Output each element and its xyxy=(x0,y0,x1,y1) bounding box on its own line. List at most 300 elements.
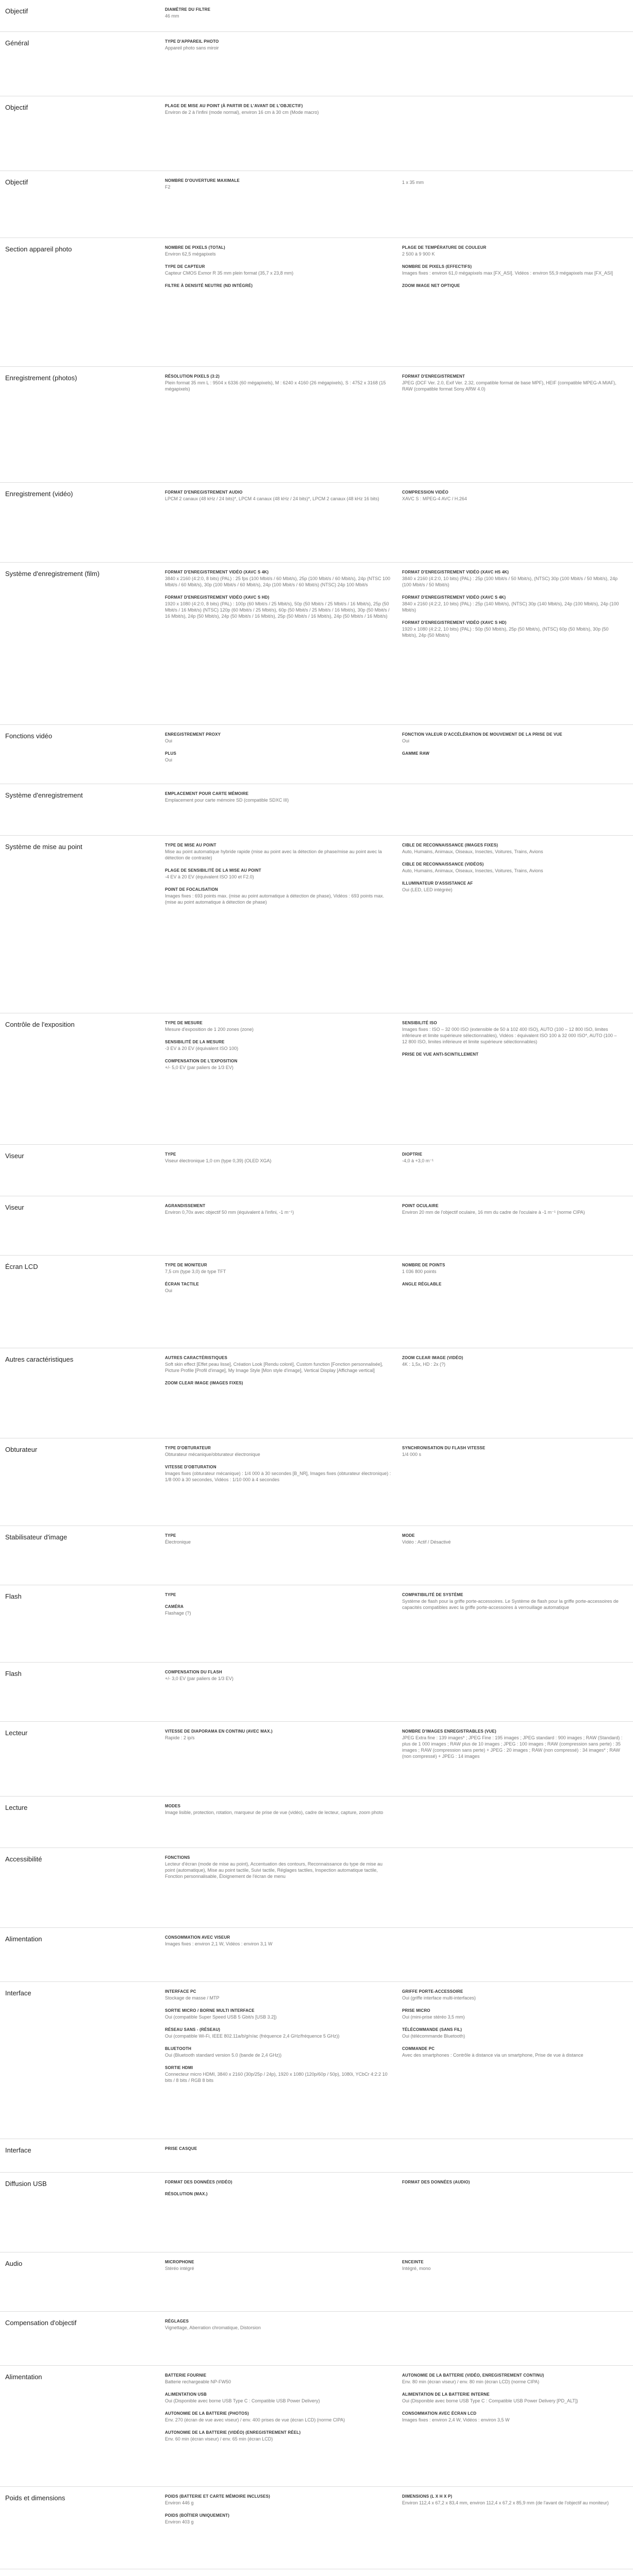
spec-column-left xyxy=(165,32,402,96)
spec-column-left xyxy=(165,96,402,171)
spec-column-right xyxy=(402,1526,633,1585)
section-title: Lecteur xyxy=(5,1729,28,1737)
spec-item xyxy=(165,2027,392,2039)
section-title: Flash xyxy=(5,1670,22,1677)
spec-label: COMPRESSION VIDÉO xyxy=(402,490,448,495)
spec-value: Mise au point automatique hybride rapide (mise au point avec la détection de phase/mise au point avec la détection de contraste) xyxy=(165,849,382,860)
spec-value: Environ de 2 à l'infini (mode normal), environ 16 cm à 30 cm (Mode macro) xyxy=(165,110,319,115)
spec-label: TYPE xyxy=(165,1533,176,1538)
spec-item xyxy=(402,2260,623,2272)
spec-item xyxy=(402,2180,623,2184)
spec-value: Batterie rechargeable NP-FW50 xyxy=(165,2379,231,2384)
spec-item xyxy=(402,1204,623,1215)
spec-value: Oui (compatible Wi-Fi, IEEE 802.11a/b/g/n/ac (fréquence 2,4 GHz/fréquence 5 GHz)) xyxy=(165,2033,340,2039)
spec-label: SORTIE HDMI xyxy=(165,2065,193,2070)
spec-item xyxy=(402,374,623,392)
spec-value: Auto, Humains, Animaux, Oiseaux, Insectes, Voitures, Trains, Avions xyxy=(402,849,543,854)
spec-item xyxy=(165,1204,392,1215)
spec-label: COMPENSATION DE L'EXPOSITION xyxy=(165,1059,238,1063)
spec-label: MODE xyxy=(402,1533,415,1538)
section-title: Lecture xyxy=(5,1804,28,1811)
spec-column-left xyxy=(165,1663,402,1721)
spec-column-left xyxy=(165,1438,402,1526)
spec-section xyxy=(0,1196,633,1256)
spec-label: TYPE DE CAPTEUR xyxy=(165,264,205,269)
spec-value: Environ 62,5 mégapixels xyxy=(165,251,216,257)
section-title: Objectif xyxy=(5,178,28,186)
spec-item xyxy=(165,104,392,115)
spec-value: -4,0 à +3,0 m⁻¹ xyxy=(402,1158,434,1163)
spec-item xyxy=(165,1804,392,1816)
spec-item xyxy=(402,1021,623,1045)
spec-value: 2 500 à 9 900 K xyxy=(402,251,435,257)
section-title: Interface xyxy=(5,2146,31,2154)
spec-section xyxy=(0,1928,633,1982)
spec-value: Oui (Disponible avec borne USB Type C : Compatible USB Power Delivery [PD_ALT]) xyxy=(402,2398,578,2403)
spec-section xyxy=(0,2312,633,2366)
spec-item xyxy=(165,595,392,619)
spec-item xyxy=(165,2008,392,2020)
spec-label: GRIFFE PORTE-ACCESSOIRE xyxy=(402,1989,463,1994)
spec-column-left xyxy=(165,1722,402,1796)
spec-item xyxy=(402,245,623,257)
spec-column-right xyxy=(402,1848,633,1927)
spec-section xyxy=(0,367,633,483)
spec-column-right xyxy=(402,1145,633,1196)
spec-column-right xyxy=(402,32,633,96)
spec-column-right xyxy=(402,2487,633,2569)
spec-value: Rapide : 2 ip/s xyxy=(165,1735,195,1740)
spec-item xyxy=(165,1040,392,1052)
spec-value: Appareil photo sans miroir xyxy=(165,45,219,50)
spec-value: JPEG Extra fine : 139 images* ; JPEG Fine : 195 images ; JPEG standard : 900 images ; RAW (Standard) : plus de 1 000 images ; RAW plus de 10 images ; JPEG : 100 images ; RAW (compression sans perte) : 35 images ; RAW (compression sans perte) + JPEG : 20 images ; RAW (non compressé) : 34 images* ; RAW (non compressé) + JPEG : 14 images xyxy=(402,1735,623,1759)
spec-value: 3840 x 2160 (4:2:0, 10 bits) (PAL) : 25p (100 Mbit/s / 50 Mbit/s), (NTSC) 30p (100 Mbit/s / 50 Mbit/s), 24p (100 Mbit/s / 50 Mbit/s) xyxy=(402,576,618,587)
spec-section xyxy=(0,2252,633,2312)
spec-item xyxy=(402,570,623,588)
spec-label: TYPE D'APPAREIL PHOTO xyxy=(165,39,219,44)
spec-item xyxy=(165,2392,392,2404)
spec-value: Oui (compatible Super Speed USB 5 Gbit/s [USB 3.2]) xyxy=(165,2014,277,2020)
spec-value: 3840 x 2160 (4:2:2, 10 bits) (PAL) : 25p (140 Mbit/s), (NTSC) 30p (140 Mbit/s), 24p (100 Mbit/s), 24p (100 Mbit/s) xyxy=(402,601,619,613)
spec-column-right xyxy=(402,1438,633,1526)
section-title: Objectif xyxy=(5,104,28,111)
spec-column-left xyxy=(165,1848,402,1927)
spec-value: -3 EV à 20 EV (équivalent ISO 100) xyxy=(165,1046,239,1051)
spec-item xyxy=(402,179,623,185)
spec-label: ALIMENTATION DE LA BATTERIE INTERNE xyxy=(402,2392,490,2397)
spec-label: POINT DE FOCALISATION xyxy=(165,887,218,892)
spec-section xyxy=(0,1797,633,1848)
spec-label: SYNCHRONISATION DU FLASH VITESSE xyxy=(402,1446,486,1450)
spec-label: PLAGE DE MISE AU POINT (À PARTIR DE L'AVANT DE L'OBJECTIF) xyxy=(165,104,303,108)
spec-item xyxy=(402,1446,623,1458)
spec-label: CAMÉRA xyxy=(165,1604,184,1609)
spec-item xyxy=(165,1604,392,1616)
spec-item xyxy=(402,1355,623,1367)
spec-item xyxy=(165,1282,392,1294)
spec-label: AUTRES CARACTÉRISTIQUES xyxy=(165,1355,228,1360)
spec-item xyxy=(165,1855,392,1879)
spec-item xyxy=(165,1533,392,1545)
spec-column-right xyxy=(402,2366,633,2486)
spec-column-left xyxy=(165,2366,402,2486)
spec-section xyxy=(0,1982,633,2139)
spec-column-right xyxy=(402,725,633,784)
spec-item xyxy=(165,39,392,51)
spec-column-right xyxy=(402,1663,633,1721)
spec-label: TYPE xyxy=(165,1592,176,1597)
spec-column-right xyxy=(402,1797,633,1848)
section-title: Viseur xyxy=(5,1152,24,1160)
spec-column-right xyxy=(402,563,633,724)
spec-section xyxy=(0,32,633,96)
spec-column-right xyxy=(402,1348,633,1438)
spec-label: RÉGLAGES xyxy=(165,2319,189,2324)
spec-section xyxy=(0,171,633,238)
section-title: Section appareil photo xyxy=(5,245,72,253)
spec-value: +/- 5,0 EV (par paliers de 1/3 EV) xyxy=(165,1065,234,1070)
spec-item xyxy=(165,2373,392,2385)
spec-value: 1920 x 1080 (4:2:2, 10 bits) (PAL) : 50p (50 Mbit/s), 25p (50 Mbit/s), (NTSC) 60p (50 Mbit/s), 30p (50 Mbit/s), 24p (50 Mbit/s) xyxy=(402,626,609,638)
spec-label: ZOOM CLEAR IMAGE (VIDÉO) xyxy=(402,1355,463,1360)
spec-value: Environ 403 g xyxy=(165,2519,194,2524)
spec-item xyxy=(165,1152,392,1164)
spec-column-left xyxy=(165,2252,402,2311)
spec-column-left xyxy=(165,1145,402,1196)
spec-item xyxy=(165,2319,392,2331)
spec-section xyxy=(0,1526,633,1585)
spec-item xyxy=(165,2411,392,2423)
spec-column-right xyxy=(402,483,633,562)
spec-column-left xyxy=(165,784,402,835)
spec-label: CONSOMMATION AVEC ÉCRAN LCD xyxy=(402,2411,477,2416)
spec-value: Oui xyxy=(165,738,173,743)
spec-value: Images fixes : 693 points max. (mise au point automatique à détection de phase), Vidéos : 693 points max. (mise au point automatique à détection de phase) xyxy=(165,893,385,905)
spec-value: Flashage (?) xyxy=(165,1611,191,1616)
spec-column-right xyxy=(402,784,633,835)
spec-column-right xyxy=(402,238,633,366)
spec-value: Env. 60 min (écran viseur) / env. 65 min (écran LCD) xyxy=(165,2436,273,2442)
spec-label: DIAMÈTRE DU FILTRE xyxy=(165,7,211,12)
spec-value: Env. 270 (écran de vue avec viseur) / env. 400 prises de vue (écran LCD) (norme CIPA) xyxy=(165,2417,345,2422)
spec-item xyxy=(165,751,392,763)
section-title: Diffusion USB xyxy=(5,2180,47,2188)
spec-section xyxy=(0,1256,633,1348)
spec-label: MICROPHONE xyxy=(165,2260,194,2264)
spec-item xyxy=(402,2494,623,2506)
spec-value: Obturateur mécanique/obturateur électronique xyxy=(165,1452,260,1457)
spec-column-right xyxy=(402,1196,633,1255)
spec-item xyxy=(165,732,392,744)
spec-label: COMPATIBILITÉ DE SYSTÈME xyxy=(402,1592,463,1597)
spec-item xyxy=(402,1989,623,2001)
spec-column-left xyxy=(165,1982,402,2139)
spec-value: Environ 112,4 x 67,2 x 83,4 mm, environ 112,4 x 67,2 x 85,9 mm (de l'avant de l'objectif au moniteur) xyxy=(402,2500,609,2505)
spec-label: RÉSEAU SANS - (RÉSEAU) xyxy=(165,2027,221,2032)
spec-value: Viseur électronique 1,0 cm (type 0,39) (OLED XGA) xyxy=(165,1158,272,1163)
spec-label: AUTONOMIE DE LA BATTERIE (PHOTOS) xyxy=(165,2411,249,2416)
spec-section xyxy=(0,1013,633,1145)
spec-item xyxy=(402,1592,623,1611)
section-title: Audio xyxy=(5,2260,23,2267)
spec-column-left xyxy=(165,1348,402,1438)
spec-section xyxy=(0,2487,633,2569)
spec-item xyxy=(165,490,392,502)
spec-label: PLAGE DE SENSIBILITÉ DE LA MISE AU POINT xyxy=(165,868,261,873)
spec-label: PRISE DE VUE ANTI-SCINTILLEMENT xyxy=(402,1052,479,1057)
section-title: Objectif xyxy=(5,7,28,15)
spec-label: FONCTION VALEUR D'ACCÉLÉRATION DE MOUVEMENT DE LA PRISE DE VUE xyxy=(402,732,562,737)
spec-item xyxy=(165,843,392,861)
spec-column-right xyxy=(402,367,633,482)
spec-label: ALIMENTATION USB xyxy=(165,2392,207,2397)
spec-item xyxy=(165,791,392,803)
spec-label: POIDS (BOÎTIER UNIQUEMENT) xyxy=(165,2513,230,2518)
spec-item xyxy=(402,2046,623,2058)
spec-label: FORMAT D'ENREGISTREMENT VIDÉO (XAVC S 4K) xyxy=(402,595,506,600)
spec-item xyxy=(165,2260,392,2272)
section-title xyxy=(0,2569,165,2576)
spec-value: XAVC S : MPEG-4 AVC / H.264 xyxy=(402,496,467,501)
spec-item xyxy=(165,1989,392,2001)
spec-item xyxy=(402,881,623,893)
spec-column-left xyxy=(165,2487,402,2569)
spec-column-right xyxy=(402,1013,633,1144)
spec-item xyxy=(402,1152,623,1164)
spec-item xyxy=(165,1263,392,1275)
spec-value: Connecteur micro HDMI, 3840 x 2160 (30p/25p / 24p), 1920 x 1080 (120p/60p / 50p), 1080i, YCbCr 4:2:2 10 bits / 8 bits / RGB 8 bits xyxy=(165,2072,388,2083)
spec-label: COMPENSATION DU FLASH xyxy=(165,1670,222,1674)
spec-value: Oui (mini-prise stéréo 3,5 mm) xyxy=(402,2014,465,2020)
spec-value: 1/4 000 s xyxy=(402,1452,422,1457)
spec-value: Oui (Disponible avec borne USB Type C : Compatible USB Power Delivery) xyxy=(165,2398,320,2403)
spec-item xyxy=(165,2065,392,2083)
spec-item xyxy=(402,751,623,756)
spec-section xyxy=(0,836,633,1013)
spec-item xyxy=(402,843,623,855)
spec-item xyxy=(165,7,392,19)
spec-label: FORMAT DES DONNÉES (AUDIO) xyxy=(402,2180,470,2184)
spec-column-left xyxy=(165,1526,402,1585)
spec-value: Intégré, mono xyxy=(402,2266,431,2271)
spec-label: ILLUMINATEUR D'ASSISTANCE AF xyxy=(402,881,473,886)
spec-label: GAMME RAW xyxy=(402,751,429,756)
spec-value: Vignettage, Aberration chromatique, Distorsion xyxy=(165,2325,261,2330)
spec-label: TYPE DE MONITEUR xyxy=(165,1263,207,1267)
spec-item xyxy=(165,2513,392,2525)
spec-section xyxy=(0,96,633,171)
spec-column-right xyxy=(402,2312,633,2365)
spec-value: Image lisible, protection, rotation, marqueur de prise de vue (vidéo), cadre de lecteur, capture, zoom photo xyxy=(165,1810,384,1815)
spec-item xyxy=(165,1446,392,1458)
spec-column-right xyxy=(402,1256,633,1348)
spec-label: COMMANDE PC xyxy=(402,2046,435,2051)
spec-item xyxy=(165,1381,392,1385)
spec-item xyxy=(402,2008,623,2020)
spec-label: FORMAT D'ENREGISTREMENT VIDÉO (XAVC HS 4K) xyxy=(402,570,509,574)
spec-label: SORTIE MICRO / BORNE MULTI INTERFACE xyxy=(165,2008,255,2013)
spec-label: VITESSE DE DIAPORAMA EN CONTINU (AVEC MAX.) xyxy=(165,1729,273,1734)
spec-value: +/- 3,0 EV (par paliers de 1/3 EV) xyxy=(165,1676,234,1681)
spec-label: ENCEINTE xyxy=(402,2260,424,2264)
spec-item xyxy=(165,2430,392,2442)
spec-label: NOMBRE DE POINTS xyxy=(402,1263,445,1267)
spec-label: TYPE DE MISE AU POINT xyxy=(165,843,216,848)
spec-value: F2 xyxy=(165,184,171,190)
spec-value: 1 036 800 points xyxy=(402,1269,437,1274)
spec-item xyxy=(165,283,392,288)
spec-value: Oui xyxy=(402,738,410,743)
spec-value: Images fixes (obturateur mécanique) : 1/4 000 à 30 secondes [B_NR], Images fixes (obturateur électronique) : 1/8 000 à 30 secondes, Vidéos : 1/10 000 à 4 secondes xyxy=(165,1471,391,1482)
section-title: Viseur xyxy=(5,1204,24,1211)
spec-item xyxy=(165,868,392,880)
spec-label: PLAGE DE TEMPÉRATURE DE COULEUR xyxy=(402,245,487,250)
spec-section xyxy=(0,725,633,784)
spec-label: FILTRE À DENSITÉ NEUTRE (ND INTÉGRÉ) xyxy=(165,283,253,288)
spec-section xyxy=(0,1348,633,1438)
spec-value: -4 EV à 20 EV (équivalent ISO 100 et F2.0) xyxy=(165,874,254,879)
spec-value: Mesure d'exposition de 1 200 zones (zone) xyxy=(165,1027,254,1032)
spec-label: PRISE CASQUE xyxy=(165,2146,197,2151)
spec-value: Images fixes : environ 2,1 W, Vidéos : environ 3,1 W xyxy=(165,1941,273,1946)
spec-column-left xyxy=(165,171,402,238)
spec-label: POIDS (BATTERIE ET CARTE MÉMOIRE INCLUSES) xyxy=(165,2494,270,2499)
spec-section xyxy=(0,2366,633,2487)
spec-column-left xyxy=(165,1928,402,1981)
spec-label: BLUETOOTH xyxy=(165,2046,192,2051)
spec-label: FORMAT D'ENREGISTREMENT VIDÉO (XAVC S HD) xyxy=(165,595,270,600)
spec-column-right xyxy=(402,1722,633,1796)
spec-section xyxy=(0,1848,633,1928)
section-title: Accessibilité xyxy=(5,1855,42,1863)
spec-item xyxy=(402,1729,623,1759)
spec-label: FORMAT D'ENREGISTREMENT VIDÉO (XAVC S HD) xyxy=(402,620,507,625)
spec-label: NOMBRE DE PIXELS (TOTAL) xyxy=(165,245,225,250)
spec-value: 7,5 cm (type 3,0) de type TFT xyxy=(165,1269,226,1274)
spec-value: Système de flash pour la griffe porte-accessoires. Le Système de flash pour la griffe porte-accessoires de capacités compatibles avec la griffe porte-accessoires à verrouillage automatique xyxy=(402,1599,619,1610)
spec-column-left xyxy=(165,836,402,1013)
spec-item xyxy=(165,1935,392,1947)
spec-value: Oui (LED, LED intégrée) xyxy=(402,887,453,892)
spec-column-left xyxy=(165,238,402,366)
spec-item xyxy=(165,1670,392,1682)
spec-column-right xyxy=(402,2139,633,2172)
spec-value: Oui (Bluetooth standard version 5.0 (bande de 2,4 GHz)) xyxy=(165,2053,282,2058)
spec-column-right xyxy=(402,1585,633,1662)
spec-item xyxy=(165,2046,392,2058)
spec-item xyxy=(402,2411,623,2423)
spec-label: NOMBRE D'IMAGES ENREGISTRABLES (VUE) xyxy=(402,1729,496,1734)
spec-label: CONSOMMATION AVEC VISEUR xyxy=(165,1935,230,1940)
spec-label: AGRANDISSEMENT xyxy=(165,1204,206,1208)
spec-value: 46 mm xyxy=(165,13,179,19)
spec-label: AUTONOMIE DE LA BATTERIE (VIDÉO, ENREGISTREMENT CONTINU) xyxy=(402,2373,544,2378)
spec-item xyxy=(165,264,392,276)
spec-item xyxy=(402,2373,623,2385)
spec-label: FORMAT D'ENREGISTREMENT VIDÉO (XAVC S 4K) xyxy=(165,570,269,574)
spec-column-right xyxy=(402,1982,633,2139)
spec-value: JPEG (DCF Ver. 2.0, Exif Ver. 2.32, compatible format de base MPF), HEIF (compatible MPEG-A MIAF), RAW (compatible format Sony ARW 4.0) xyxy=(402,380,617,392)
spec-value: Environ 0,70x avec objectif 50 mm (équivalent à l'infini, -1 m⁻¹) xyxy=(165,1210,294,1215)
spec-section xyxy=(0,1438,633,1526)
spec-value: Électronique xyxy=(165,1539,191,1545)
spec-value: Oui xyxy=(165,757,173,762)
spec-label: NOMBRE D'OUVERTURE MAXIMALE xyxy=(165,178,240,183)
spec-value: Stockage de masse / MTP xyxy=(165,1995,220,2001)
spec-value: Vidéo : Actif / Désactivé xyxy=(402,1539,451,1545)
spec-item xyxy=(165,570,392,588)
spec-label: RÉSOLUTION PIXELS (3:2) xyxy=(165,374,220,379)
spec-value: Emplacement pour carte mémoire SD (compatible SDXC III) xyxy=(165,798,289,803)
spec-label: DIMENSIONS (L X H X P) xyxy=(402,2494,453,2499)
spec-column-left xyxy=(165,1256,402,1348)
spec-column-right xyxy=(402,0,633,31)
spec-item xyxy=(402,862,623,874)
spec-column-right xyxy=(402,836,633,1013)
spec-label: NOMBRE DE PIXELS (EFFECTIFS) xyxy=(402,264,472,269)
spec-label: MODES xyxy=(165,1804,181,1808)
spec-item xyxy=(402,1052,623,1057)
spec-value: Environ 446 g xyxy=(165,2500,194,2505)
spec-section xyxy=(0,1722,633,1797)
spec-section xyxy=(0,563,633,725)
spec-item xyxy=(402,595,623,613)
spec-column-right xyxy=(402,2252,633,2311)
spec-column-right xyxy=(402,96,633,171)
section-title: Écran LCD xyxy=(5,1263,38,1270)
spec-column-right xyxy=(402,2173,633,2252)
spec-label: CIBLE DE RECONNAISSANCE (VIDÉOS) xyxy=(402,862,484,867)
spec-item xyxy=(165,2192,392,2196)
spec-item xyxy=(402,1533,623,1545)
spec-label: POINT OCULAIRE xyxy=(402,1204,439,1208)
spec-label: FONCTIONS xyxy=(165,1855,190,1860)
spec-item xyxy=(402,620,623,638)
spec-value: 1920 x 1080 (4:2:0, 8 bits) (PAL) : 100p (60 Mbit/s / 25 Mbit/s), 50p (50 Mbit/s / 25 Mbit/s / 16 Mbit/s), 25p (50 Mbit/s / 16 Mbit/s) (NTSC) 120p (60 Mbit/s / 25 Mbit/s), 60p (50 Mbit/s / 25 Mbit/s / 16 Mbit/s), 30p (50 Mbit/s / 16 Mbit/s), 24p (50 Mbit/s), 24p (50 Mbit/s / 16 Mbit/s), 25p (50 Mbit/s / 16 Mbit/s), 24p (50 Mbit/s / 16 Mbit/s) xyxy=(165,601,390,619)
spec-label: ENREGISTREMENT PROXY xyxy=(165,732,221,737)
spec-item xyxy=(165,1592,392,1597)
spec-label: PLUS xyxy=(165,751,176,756)
spec-item xyxy=(165,1021,392,1032)
spec-label: TYPE D'OBTURATEUR xyxy=(165,1446,211,1450)
spec-label: RÉSOLUTION (MAX.) xyxy=(165,2192,208,2196)
spec-column-left xyxy=(165,1013,402,1144)
spec-label: INTERFACE PC xyxy=(165,1989,196,1994)
spec-item xyxy=(402,2027,623,2039)
section-title: Système d'enregistrement (film) xyxy=(5,570,100,578)
section-title: Fonctions vidéo xyxy=(5,732,53,740)
spec-value: 3840 x 2160 (4:2:0, 8 bits) (PAL) : 25 fps (100 Mbit/s / 60 Mbit/s), 25p (100 Mbit/s / 60 Mbit/s), 24p (NTSC 100 Mbit/s / 60 Mbit/s), 30p (100 Mbit/s / 60 Mbit/s), 24p (100 Mbit/s / 60 Mbit/s) (NTSC) 24p 100 Mbit/s xyxy=(165,576,391,587)
spec-value: Auto, Humains, Animaux, Oiseaux, Insectes, Voitures, Trains, Avions xyxy=(402,868,543,873)
section-title: Stabilisateur d'image xyxy=(5,1533,68,1541)
section-title: Alimentation xyxy=(5,1935,42,1943)
spec-column-left xyxy=(165,2312,402,2365)
spec-label: VITESSE D'OBTURATION xyxy=(165,1465,216,1469)
spec-value: Oui (télécommande Bluetooth) xyxy=(402,2033,465,2039)
spec-section xyxy=(0,784,633,836)
section-title: Enregistrement (photos) xyxy=(5,374,77,382)
section-title: Enregistrement (vidéo) xyxy=(5,490,73,498)
spec-item xyxy=(402,490,623,502)
spec-item xyxy=(402,283,623,288)
spec-column-left xyxy=(165,2173,402,2252)
spec-label: TYPE DE MESURE xyxy=(165,1021,203,1025)
spec-column-left xyxy=(165,725,402,784)
spec-column-left xyxy=(165,2139,402,2172)
spec-value: Soft skin effect [Effet peau lisse], Création Look [Rendu coloré], Custom function [Fonction personnalisée], Picture Profile [Profil d'image], My Image Style [Mon style d'image], Vertical Display [Affichage vertical] xyxy=(165,1362,383,1373)
spec-item xyxy=(165,374,392,392)
spec-item xyxy=(165,2146,392,2151)
